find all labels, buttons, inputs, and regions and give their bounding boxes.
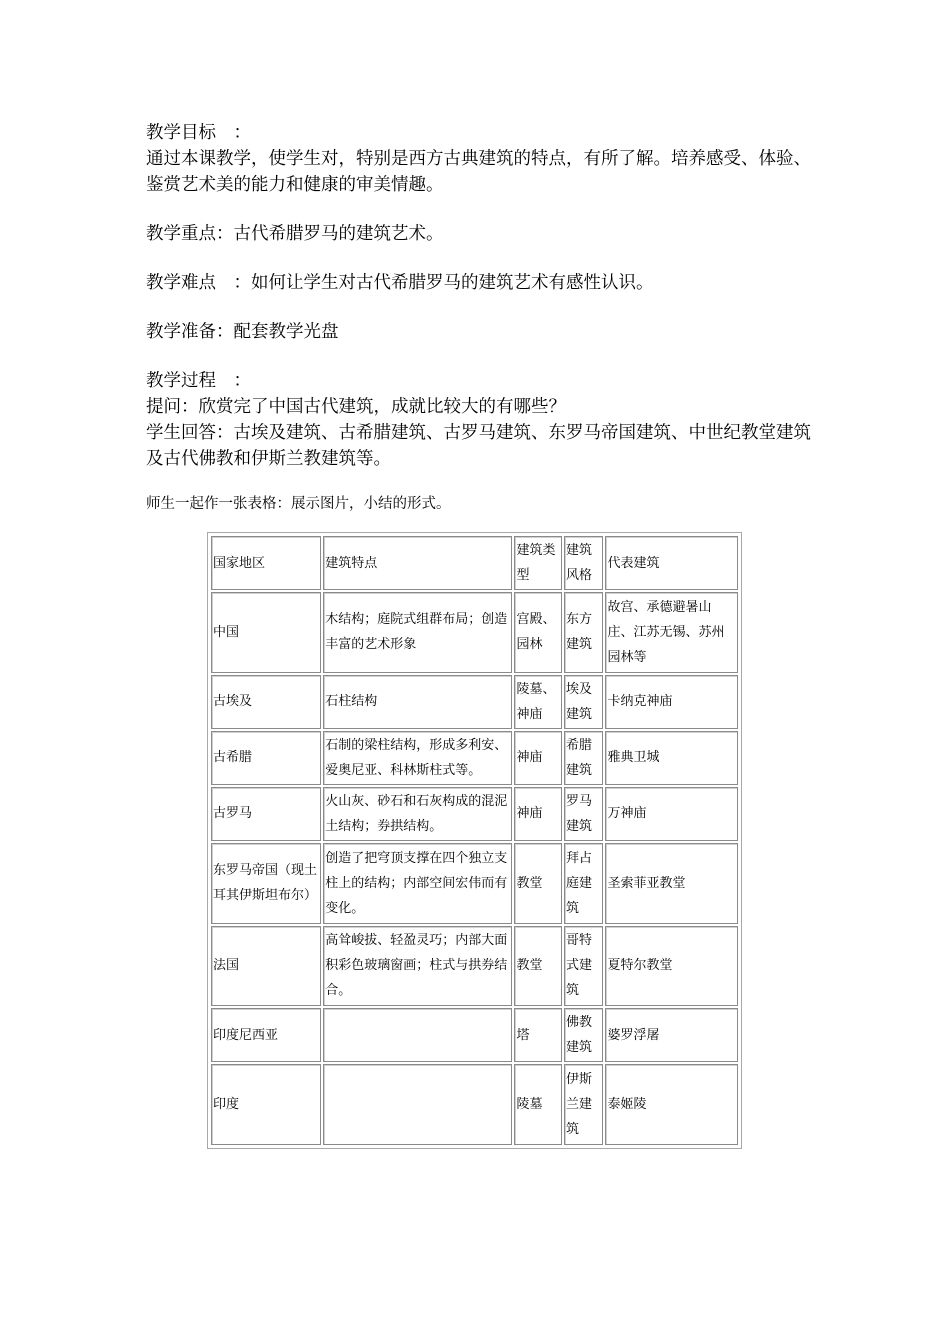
table-cell: 石制的梁柱结构，形成多利安、爱奥尼亚、科林斯柱式等。 <box>323 731 512 785</box>
table-cell: 罗马建筑 <box>564 787 603 841</box>
table-cell: 东方建筑 <box>564 592 603 673</box>
table-row <box>211 1064 738 1145</box>
header-cell: 建筑类型 <box>514 536 562 590</box>
table-cell: 故宫、承德避暑山庄、江苏无锡、苏州园林等 <box>605 592 738 673</box>
table-row <box>211 592 738 673</box>
table-cell: 婆罗浮屠 <box>605 1008 738 1062</box>
table-cell: 埃及建筑 <box>564 675 603 729</box>
header-cell: 建筑风格 <box>564 536 603 590</box>
table-row <box>211 731 738 785</box>
architecture-table <box>209 534 740 1147</box>
table-cell: 印度 <box>211 1064 321 1145</box>
table-cell: 神庙 <box>514 731 562 785</box>
table-cell: 陵墓、神庙 <box>514 675 562 729</box>
table-cell: 哥特式建筑 <box>564 926 603 1007</box>
header-cell: 代表建筑 <box>605 536 738 590</box>
table-cell: 雅典卫城 <box>605 731 738 785</box>
table-cell: 古希腊 <box>211 731 321 785</box>
table-cell: 伊斯兰建筑 <box>564 1064 603 1145</box>
teaching-difficulty: 教学难点 ：如何让学生对古代希腊罗马的建筑艺术有感性认识。 <box>146 273 654 293</box>
table-cell: 木结构；庭院式组群布局；创造丰富的艺术形象 <box>323 592 512 673</box>
process-label: 教学过程 ： <box>146 371 251 391</box>
table-cell: 宫殿、园林 <box>514 592 562 673</box>
objective-label: 教学目标 ： <box>146 123 251 143</box>
answer-text: 学生回答：古埃及建筑、古希腊建筑、古罗马建筑、东罗马帝国建筑、中世纪教堂建筑及古代佛教和伊斯兰教建筑等。 <box>146 423 811 469</box>
lesson-plan <box>146 120 826 514</box>
table-cell: 东罗马帝国（现土耳其伊斯坦布尔） <box>211 843 321 924</box>
table-row <box>211 787 738 841</box>
table-cell: 创造了把穹顶支撑在四个独立支柱上的结构；内部空间宏伟而有变化。 <box>323 843 512 924</box>
table-cell: 火山灰、砂石和石灰构成的混泥土结构；券拱结构。 <box>323 787 512 841</box>
header-cell: 建筑特点 <box>323 536 512 590</box>
teaching-preparation: 教学准备：配套教学光盘 <box>146 322 339 342</box>
table-header-row <box>211 536 738 590</box>
architecture-table-frame <box>207 532 742 1149</box>
table-cell: 中国 <box>211 592 321 673</box>
table-cell: 卡纳克神庙 <box>605 675 738 729</box>
table-row <box>211 1008 738 1062</box>
table-cell <box>323 1064 512 1145</box>
table-cell: 塔 <box>514 1008 562 1062</box>
table-cell: 圣索菲亚教堂 <box>605 843 738 924</box>
table-cell: 万神庙 <box>605 787 738 841</box>
teaching-focus: 教学重点：古代希腊罗马的建筑艺术。 <box>146 224 444 244</box>
table-cell: 印度尼西亚 <box>211 1008 321 1062</box>
table-cell: 教堂 <box>514 843 562 924</box>
table-cell: 古埃及 <box>211 675 321 729</box>
header-cell: 国家地区 <box>211 536 321 590</box>
table-cell: 拜占庭建筑 <box>564 843 603 924</box>
table-row <box>211 843 738 924</box>
table-row <box>211 675 738 729</box>
table-cell: 法国 <box>211 926 321 1007</box>
objective-text: 通过本课教学，使学生对，特别是西方古典建筑的特点，有所了解。培养感受、体验、鉴赏艺术美的能力和健康的审美情趣。 <box>146 149 811 195</box>
table-row <box>211 926 738 1007</box>
table-cell: 陵墓 <box>514 1064 562 1145</box>
table-cell: 高耸峻拔、轻盈灵巧；内部大面积彩色玻璃窗画；柱式与拱券结合。 <box>323 926 512 1007</box>
table-cell: 泰姬陵 <box>605 1064 738 1145</box>
table-caption: 师生一起作一张表格：展示图片，小结的形式。 <box>146 496 451 512</box>
table-cell: 石柱结构 <box>323 675 512 729</box>
question-text: 提问：欣赏完了中国古代建筑，成就比较大的有哪些？ <box>146 397 566 417</box>
table-cell: 佛教建筑 <box>564 1008 603 1062</box>
table-cell <box>323 1008 512 1062</box>
table-cell: 神庙 <box>514 787 562 841</box>
table-cell: 夏特尔教堂 <box>605 926 738 1007</box>
table-cell: 希腊建筑 <box>564 731 603 785</box>
table-cell: 教堂 <box>514 926 562 1007</box>
table-cell: 古罗马 <box>211 787 321 841</box>
